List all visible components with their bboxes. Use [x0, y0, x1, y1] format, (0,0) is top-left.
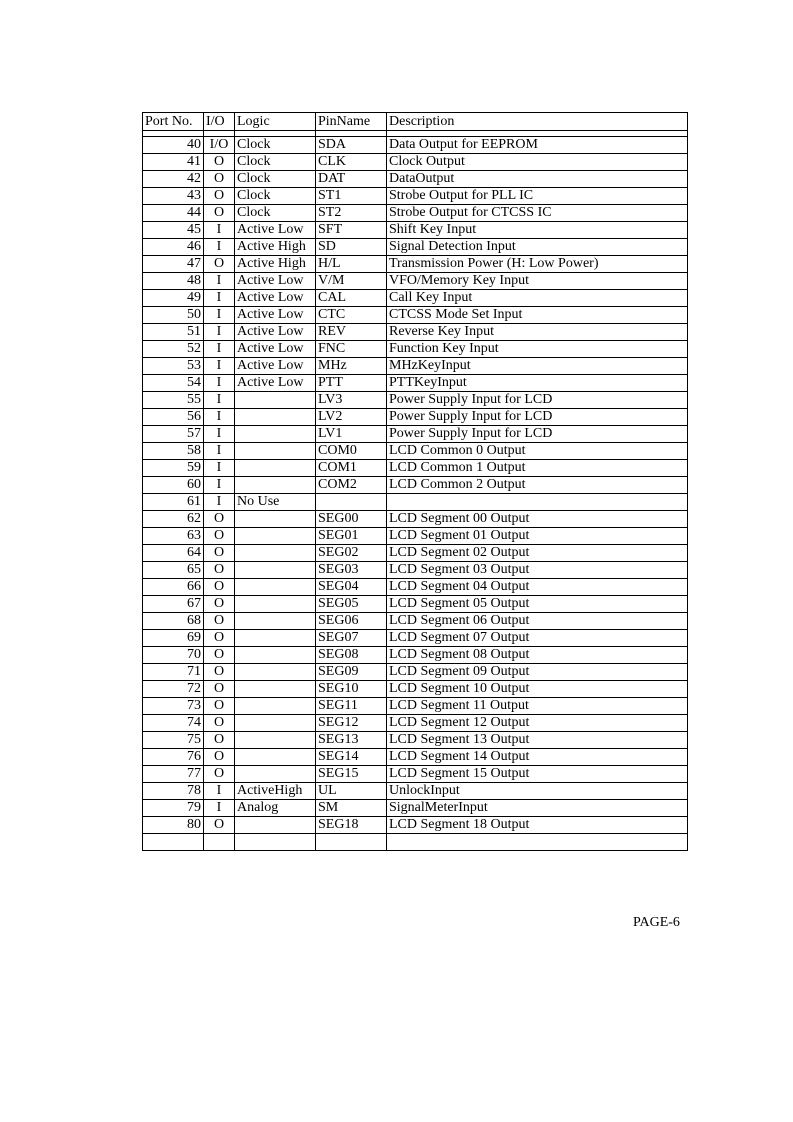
table-row [143, 409, 688, 426]
cell-io: O [204, 545, 235, 562]
cell-pin-name: SEG04 [316, 579, 387, 596]
cell-description: LCD Segment 02 Output [387, 545, 688, 562]
cell-port-no: 66 [143, 579, 204, 596]
header-io: I/O [204, 113, 235, 131]
cell-port-no: 57 [143, 426, 204, 443]
table-row [143, 511, 688, 528]
cell-description: LCD Segment 01 Output [387, 528, 688, 545]
cell-port-no: 59 [143, 460, 204, 477]
cell-description: LCD Segment 14 Output [387, 749, 688, 766]
cell-pin-name: COM0 [316, 443, 387, 460]
cell-description: LCD Segment 06 Output [387, 613, 688, 630]
cell-port-no: 40 [143, 137, 204, 154]
blank-row [143, 834, 688, 851]
cell-description: LCD Segment 05 Output [387, 596, 688, 613]
cell-io: I [204, 341, 235, 358]
cell-logic [235, 715, 316, 732]
cell-port-no: 74 [143, 715, 204, 732]
cell-logic [235, 409, 316, 426]
cell-port-no: 60 [143, 477, 204, 494]
cell-logic [235, 443, 316, 460]
table-row [143, 630, 688, 647]
cell-port-no: 48 [143, 273, 204, 290]
cell-pin-name: REV [316, 324, 387, 341]
table-header [143, 113, 688, 131]
cell-port-no: 50 [143, 307, 204, 324]
cell-port-no: 51 [143, 324, 204, 341]
cell-io: O [204, 562, 235, 579]
cell-port-no: 75 [143, 732, 204, 749]
cell-logic: Active Low [235, 324, 316, 341]
cell-description: Transmission Power (H: Low Power) [387, 256, 688, 273]
cell-io: I [204, 239, 235, 256]
header-description: Description [387, 113, 688, 131]
table-row [143, 596, 688, 613]
cell-port-no: 63 [143, 528, 204, 545]
cell-logic: Active Low [235, 341, 316, 358]
cell-description: LCD Segment 15 Output [387, 766, 688, 783]
header-logic: Logic [235, 113, 316, 131]
cell-logic: Analog [235, 800, 316, 817]
cell-port-no: 64 [143, 545, 204, 562]
cell-io: O [204, 766, 235, 783]
cell-logic: Clock [235, 205, 316, 222]
cell-pin-name: SEG14 [316, 749, 387, 766]
table-row [143, 494, 688, 511]
cell-io: I [204, 375, 235, 392]
cell-description: VFO/Memory Key Input [387, 273, 688, 290]
cell-pin-name: SEG13 [316, 732, 387, 749]
cell-description: LCD Segment 10 Output [387, 681, 688, 698]
cell-port-no: 77 [143, 766, 204, 783]
cell-logic [235, 766, 316, 783]
cell-description: LCD Segment 18 Output [387, 817, 688, 834]
empty-cell [204, 834, 235, 851]
cell-pin-name: SDA [316, 137, 387, 154]
table-row [143, 324, 688, 341]
cell-pin-name: LV3 [316, 392, 387, 409]
cell-io: I/O [204, 137, 235, 154]
cell-port-no: 71 [143, 664, 204, 681]
cell-description: LCD Segment 07 Output [387, 630, 688, 647]
table-row [143, 681, 688, 698]
cell-port-no: 44 [143, 205, 204, 222]
cell-port-no: 52 [143, 341, 204, 358]
table-row [143, 392, 688, 409]
cell-port-no: 67 [143, 596, 204, 613]
cell-port-no: 55 [143, 392, 204, 409]
cell-pin-name: CLK [316, 154, 387, 171]
header-pin-name: PinName [316, 113, 387, 131]
cell-pin-name: SEG12 [316, 715, 387, 732]
cell-io: O [204, 715, 235, 732]
cell-pin-name: MHz [316, 358, 387, 375]
cell-logic: Active High [235, 239, 316, 256]
cell-description: PTTKeyInput [387, 375, 688, 392]
cell-io: I [204, 800, 235, 817]
cell-logic [235, 528, 316, 545]
cell-logic [235, 460, 316, 477]
cell-logic [235, 647, 316, 664]
cell-logic [235, 698, 316, 715]
cell-port-no: 78 [143, 783, 204, 800]
cell-logic: Active Low [235, 307, 316, 324]
cell-description: Power Supply Input for LCD [387, 409, 688, 426]
cell-logic [235, 426, 316, 443]
cell-port-no: 53 [143, 358, 204, 375]
table-row [143, 766, 688, 783]
table-row [143, 715, 688, 732]
table-row [143, 171, 688, 188]
cell-logic: ActiveHigh [235, 783, 316, 800]
cell-io: I [204, 392, 235, 409]
header-port-no: Port No. [143, 113, 204, 131]
cell-logic [235, 681, 316, 698]
table-row [143, 545, 688, 562]
cell-pin-name: UL [316, 783, 387, 800]
cell-description: Shift Key Input [387, 222, 688, 239]
table-row [143, 290, 688, 307]
cell-logic: Clock [235, 154, 316, 171]
cell-io: I [204, 324, 235, 341]
empty-cell [235, 834, 316, 851]
table-row [143, 783, 688, 800]
cell-pin-name: V/M [316, 273, 387, 290]
cell-io: O [204, 681, 235, 698]
cell-port-no: 73 [143, 698, 204, 715]
cell-port-no: 80 [143, 817, 204, 834]
cell-pin-name: PTT [316, 375, 387, 392]
table-row [143, 647, 688, 664]
cell-logic: Clock [235, 188, 316, 205]
cell-pin-name: SEG18 [316, 817, 387, 834]
cell-io: O [204, 205, 235, 222]
table-row [143, 256, 688, 273]
cell-pin-name: COM2 [316, 477, 387, 494]
empty-cell [316, 834, 387, 851]
cell-description: Data Output for EEPROM [387, 137, 688, 154]
cell-description: Strobe Output for PLL IC [387, 188, 688, 205]
cell-description: LCD Segment 08 Output [387, 647, 688, 664]
cell-logic [235, 579, 316, 596]
cell-pin-name: LV1 [316, 426, 387, 443]
cell-description: LCD Segment 00 Output [387, 511, 688, 528]
header-row [143, 113, 688, 131]
cell-io: O [204, 647, 235, 664]
cell-description [387, 494, 688, 511]
table-row [143, 443, 688, 460]
table-row [143, 749, 688, 766]
cell-logic: Active Low [235, 290, 316, 307]
table-row [143, 222, 688, 239]
cell-port-no: 42 [143, 171, 204, 188]
cell-logic: Active Low [235, 222, 316, 239]
cell-io: I [204, 222, 235, 239]
cell-pin-name: SEG07 [316, 630, 387, 647]
cell-pin-name: LV2 [316, 409, 387, 426]
cell-description: LCD Common 2 Output [387, 477, 688, 494]
cell-io: O [204, 596, 235, 613]
cell-port-no: 41 [143, 154, 204, 171]
table-row [143, 426, 688, 443]
cell-logic: Active High [235, 256, 316, 273]
cell-description: CTCSS Mode Set Input [387, 307, 688, 324]
cell-description: LCD Common 1 Output [387, 460, 688, 477]
table-row [143, 477, 688, 494]
table-row [143, 358, 688, 375]
empty-cell [387, 834, 688, 851]
cell-port-no: 61 [143, 494, 204, 511]
cell-pin-name: SFT [316, 222, 387, 239]
cell-pin-name: SEG15 [316, 766, 387, 783]
empty-cell [143, 834, 204, 851]
table-row [143, 817, 688, 834]
table-row [143, 579, 688, 596]
cell-pin-name: ST2 [316, 205, 387, 222]
cell-logic [235, 392, 316, 409]
cell-io: I [204, 460, 235, 477]
cell-pin-name: SEG10 [316, 681, 387, 698]
table-row [143, 307, 688, 324]
cell-io: I [204, 358, 235, 375]
table-row [143, 273, 688, 290]
cell-io: O [204, 511, 235, 528]
cell-pin-name: CAL [316, 290, 387, 307]
cell-io: I [204, 494, 235, 511]
cell-pin-name: COM1 [316, 460, 387, 477]
cell-pin-name [316, 494, 387, 511]
cell-logic: Clock [235, 171, 316, 188]
cell-logic [235, 630, 316, 647]
cell-pin-name: SEG06 [316, 613, 387, 630]
cell-logic [235, 545, 316, 562]
cell-io: O [204, 528, 235, 545]
cell-io: O [204, 256, 235, 273]
cell-port-no: 79 [143, 800, 204, 817]
cell-pin-name: SEG02 [316, 545, 387, 562]
cell-logic [235, 562, 316, 579]
cell-logic [235, 749, 316, 766]
table-row [143, 154, 688, 171]
cell-logic: No Use [235, 494, 316, 511]
cell-description: LCD Common 0 Output [387, 443, 688, 460]
cell-description: LCD Segment 03 Output [387, 562, 688, 579]
cell-logic [235, 664, 316, 681]
cell-description: DataOutput [387, 171, 688, 188]
cell-port-no: 68 [143, 613, 204, 630]
cell-description: LCD Segment 04 Output [387, 579, 688, 596]
cell-logic [235, 613, 316, 630]
cell-port-no: 76 [143, 749, 204, 766]
cell-description: SignalMeterInput [387, 800, 688, 817]
cell-io: I [204, 443, 235, 460]
cell-port-no: 46 [143, 239, 204, 256]
table-row [143, 562, 688, 579]
cell-description: Function Key Input [387, 341, 688, 358]
cell-description: Reverse Key Input [387, 324, 688, 341]
table-row [143, 205, 688, 222]
cell-logic [235, 596, 316, 613]
table-row [143, 341, 688, 358]
cell-io: O [204, 664, 235, 681]
cell-io: O [204, 171, 235, 188]
cell-port-no: 43 [143, 188, 204, 205]
cell-description: LCD Segment 11 Output [387, 698, 688, 715]
cell-description: LCD Segment 12 Output [387, 715, 688, 732]
page-number: PAGE-6 [633, 915, 680, 930]
cell-pin-name: SM [316, 800, 387, 817]
cell-pin-name: SEG05 [316, 596, 387, 613]
cell-logic [235, 817, 316, 834]
table-row [143, 528, 688, 545]
cell-description: Call Key Input [387, 290, 688, 307]
table-row [143, 613, 688, 630]
cell-io: I [204, 426, 235, 443]
cell-port-no: 69 [143, 630, 204, 647]
table-row [143, 375, 688, 392]
table-row [143, 137, 688, 154]
cell-io: I [204, 477, 235, 494]
cell-io: O [204, 613, 235, 630]
cell-io: O [204, 188, 235, 205]
cell-description: MHzKeyInput [387, 358, 688, 375]
cell-io: O [204, 817, 235, 834]
cell-logic [235, 511, 316, 528]
table-row [143, 460, 688, 477]
cell-description: Strobe Output for CTCSS IC [387, 205, 688, 222]
cell-io: O [204, 698, 235, 715]
cell-description: Signal Detection Input [387, 239, 688, 256]
cell-description: Power Supply Input for LCD [387, 392, 688, 409]
cell-pin-name: H/L [316, 256, 387, 273]
table-row [143, 188, 688, 205]
cell-description: UnlockInput [387, 783, 688, 800]
cell-logic: Active Low [235, 273, 316, 290]
cell-description: Power Supply Input for LCD [387, 426, 688, 443]
cell-logic: Clock [235, 137, 316, 154]
cell-pin-name: FNC [316, 341, 387, 358]
cell-description: Clock Output [387, 154, 688, 171]
cell-io: O [204, 579, 235, 596]
cell-io: O [204, 154, 235, 171]
cell-pin-name: SEG08 [316, 647, 387, 664]
cell-io: O [204, 630, 235, 647]
cell-port-no: 65 [143, 562, 204, 579]
cell-port-no: 70 [143, 647, 204, 664]
cell-io: O [204, 732, 235, 749]
cell-pin-name: CTC [316, 307, 387, 324]
cell-port-no: 49 [143, 290, 204, 307]
table-row [143, 239, 688, 256]
cell-port-no: 45 [143, 222, 204, 239]
cell-description: LCD Segment 13 Output [387, 732, 688, 749]
cell-description: LCD Segment 09 Output [387, 664, 688, 681]
table-row [143, 732, 688, 749]
cell-pin-name: SEG11 [316, 698, 387, 715]
cell-io: I [204, 783, 235, 800]
cell-pin-name: SEG00 [316, 511, 387, 528]
cell-pin-name: DAT [316, 171, 387, 188]
cell-port-no: 62 [143, 511, 204, 528]
cell-pin-name: SEG03 [316, 562, 387, 579]
cell-pin-name: ST1 [316, 188, 387, 205]
cell-logic [235, 732, 316, 749]
cell-pin-name: SEG09 [316, 664, 387, 681]
cell-port-no: 58 [143, 443, 204, 460]
cell-logic: Active Low [235, 375, 316, 392]
cell-io: O [204, 749, 235, 766]
cell-io: I [204, 273, 235, 290]
cell-pin-name: SD [316, 239, 387, 256]
pin-table [142, 112, 688, 851]
cell-port-no: 56 [143, 409, 204, 426]
cell-io: I [204, 307, 235, 324]
table-body [143, 131, 688, 851]
cell-port-no: 47 [143, 256, 204, 273]
cell-port-no: 72 [143, 681, 204, 698]
cell-logic: Active Low [235, 358, 316, 375]
table-row [143, 664, 688, 681]
table-row [143, 698, 688, 715]
cell-io: I [204, 290, 235, 307]
cell-io: I [204, 409, 235, 426]
cell-pin-name: SEG01 [316, 528, 387, 545]
cell-logic [235, 477, 316, 494]
cell-port-no: 54 [143, 375, 204, 392]
table-row [143, 800, 688, 817]
